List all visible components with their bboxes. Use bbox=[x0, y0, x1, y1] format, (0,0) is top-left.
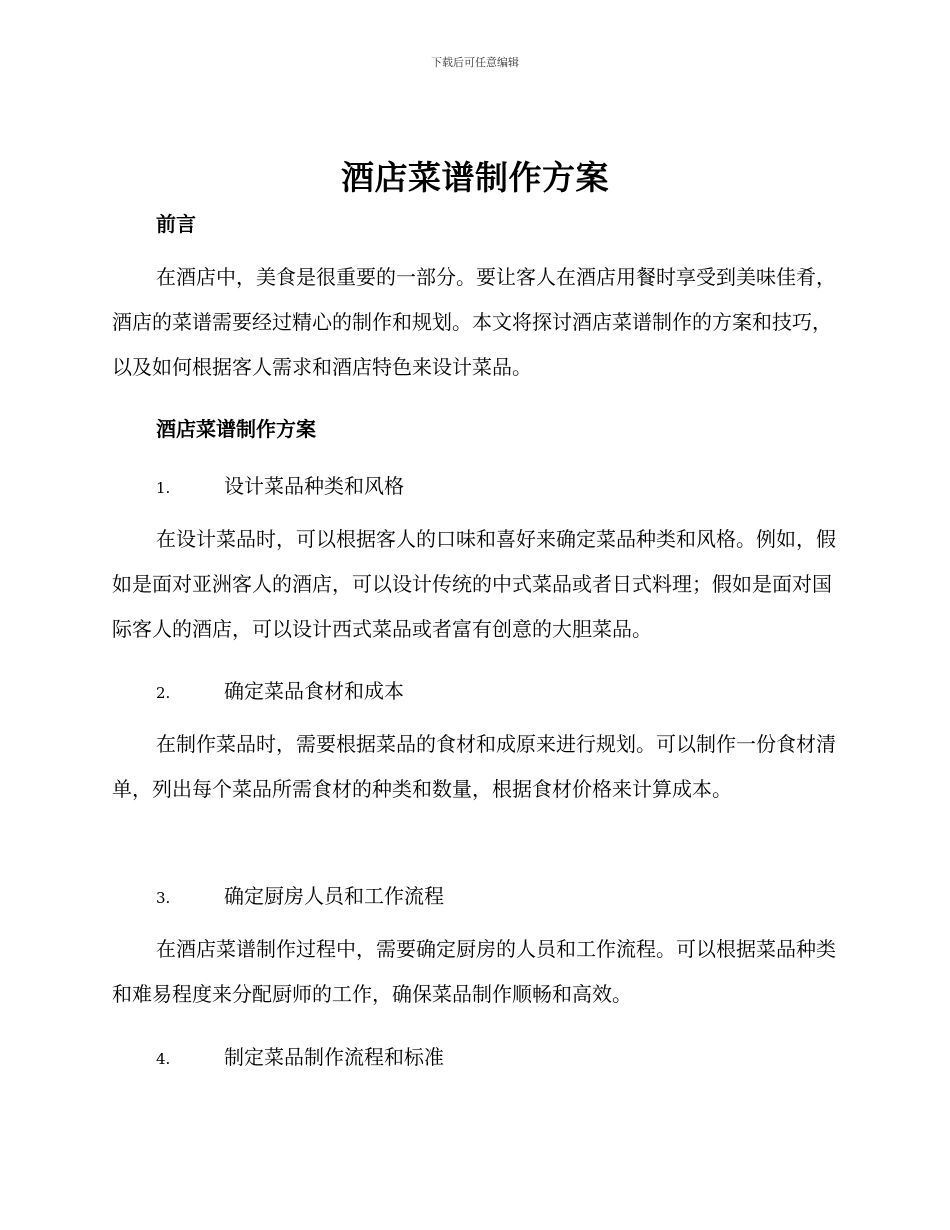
preface-paragraph: 在酒店中，美食是很重要的一部分。要让客人在酒店用餐时享受到美味佳肴，酒店的菜谱需要经过精心的制作和规划。本文将探讨酒店菜谱制作的方案和技巧，以及如何根据客人需求和酒店特色来设计菜品。 bbox=[112, 265, 836, 379]
item-1-paragraph: 在设计菜品时，可以根据客人的口味和喜好来确定菜品种类和风格。例如，假如是面对亚洲客人的酒店，可以设计传统的中式菜品或者日式料理；假如是面对国际客人的酒店，可以设计西式菜品或者富有创意的大胆菜品。 bbox=[112, 527, 836, 641]
list-title: 设计菜品种类和风格 bbox=[224, 474, 404, 498]
plan-heading: 酒店菜谱制作方案 bbox=[156, 417, 316, 441]
list-number: 1. bbox=[156, 479, 171, 497]
list-item-4 bbox=[156, 1041, 444, 1070]
header-note: 下载后可任意编辑 bbox=[431, 56, 519, 69]
item-2-paragraph: 在制作菜品时，需要根据菜品的食材和成原来进行规划。可以制作一份食材清单，列出每个菜品所需食材的种类和数量，根据食材价格来计算成本。 bbox=[112, 732, 836, 801]
list-title: 确定厨房人员和工作流程 bbox=[224, 884, 444, 908]
list-item-2 bbox=[156, 675, 404, 704]
preface-heading: 前言 bbox=[156, 212, 196, 236]
list-item-1 bbox=[156, 470, 404, 499]
list-item-3 bbox=[156, 880, 444, 909]
list-number: 3. bbox=[156, 889, 171, 907]
list-title: 确定菜品食材和成本 bbox=[224, 679, 404, 703]
page-title: 酒店菜谱制作方案 bbox=[341, 158, 609, 197]
list-title: 制定菜品制作流程和标准 bbox=[224, 1045, 444, 1069]
list-number: 2. bbox=[156, 684, 171, 702]
list-number: 4. bbox=[156, 1050, 171, 1068]
item-3-paragraph: 在酒店菜谱制作过程中，需要确定厨房的人员和工作流程。可以根据菜品种类和难易程度来分配厨师的工作，确保菜品制作顺畅和高效。 bbox=[112, 937, 836, 1006]
